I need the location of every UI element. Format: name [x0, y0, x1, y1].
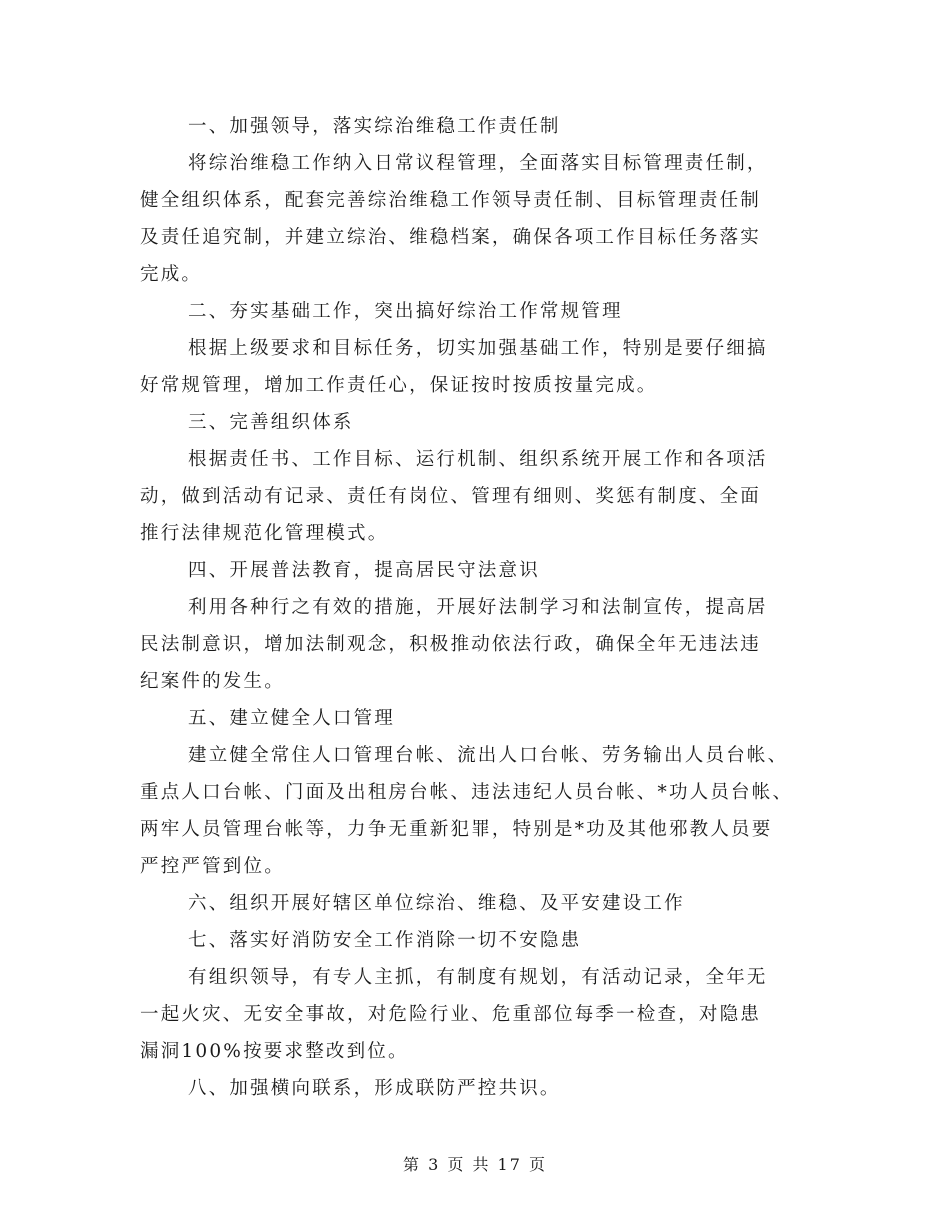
heading-6	[140, 885, 830, 922]
text-line: 健全组织体系，配套完善综治维稳工作领导责任制、目标管理责任制	[140, 190, 762, 211]
text-line: 一、加强领导，落实综治维稳工作责任制	[188, 116, 561, 137]
text-line: 严控严管到位。	[140, 856, 285, 877]
text-line: 纪案件的发生。	[140, 671, 285, 692]
text-line: 建立健全常住人口管理台帐、流出人口台帐、劳务输出人员台帐、	[188, 745, 789, 766]
paragraph-4	[140, 589, 830, 700]
text-line: 六、组织开展好辖区单位综治、维稳、及平安建设工作	[188, 893, 685, 914]
text-line: 及责任追究制，并建立综治、维稳档案，确保各项工作目标任务落实	[140, 227, 762, 248]
text-line: 一起火灾、无安全事故，对危险行业、危重部位每季一检查，对隐患	[140, 1004, 762, 1025]
text-line: 推行法律规范化管理模式。	[140, 523, 389, 544]
text-line: 根据上级要求和目标任务，切实加强基础工作，特别是要仔细搞	[188, 338, 768, 359]
heading-5	[140, 700, 830, 737]
heading-4	[140, 552, 830, 589]
text-line: 两牢人员管理台帐等，力争无重新犯罪，特别是*功及其他邪教人员要	[140, 819, 773, 840]
text-line: 完成。	[140, 264, 203, 285]
paragraph-7	[140, 959, 830, 1070]
paragraph-1	[140, 145, 830, 293]
text-line: 三、完善组织体系	[188, 412, 354, 433]
page-number: 第 3 页 共 17 页	[403, 1155, 547, 1174]
text-line: 好常规管理，增加工作责任心，保证按时按质按量完成。	[140, 375, 658, 396]
heading-3	[140, 404, 830, 441]
heading-2	[140, 293, 830, 330]
text-line: 五、建立健全人口管理	[188, 708, 396, 729]
text-line: 根据责任书、工作目标、运行机制、组织系统开展工作和各项活	[188, 449, 768, 470]
text-line: 将综治维稳工作纳入日常议程管理，全面落实目标管理责任制，	[188, 153, 768, 174]
text-line: 动，做到活动有记录、责任有岗位、管理有细则、奖惩有制度、全面	[140, 486, 762, 507]
text-line: 二、夯实基础工作，突出搞好综治工作常规管理	[188, 301, 623, 322]
heading-7	[140, 922, 830, 959]
text-line: 有组织领导，有专人主抓，有制度有规划，有活动记录，全年无	[188, 967, 768, 988]
heading-1	[140, 108, 830, 145]
text-line: 四、开展普法教育，提高居民守法意识	[188, 560, 540, 581]
heading-8	[140, 1070, 830, 1107]
paragraph-5	[140, 737, 830, 885]
text-line: 重点人口台帐、门面及出租房台帐、违法违纪人员台帐、*功人员台帐、	[140, 782, 794, 803]
text-line: 民法制意识，增加法制观念，积极推动依法行政，确保全年无违法违	[140, 634, 762, 655]
text-line: 八、加强横向联系，形成联防严控共识。	[188, 1078, 561, 1099]
text-line: 漏洞100%按要求整改到位。	[140, 1041, 409, 1062]
paragraph-3	[140, 441, 830, 552]
text-line: 利用各种行之有效的措施，开展好法制学习和法制宣传，提高居	[188, 597, 768, 618]
paragraph-2	[140, 330, 830, 404]
document-body	[140, 108, 830, 1107]
text-line: 七、落实好消防安全工作消除一切不安隐患	[188, 930, 582, 951]
